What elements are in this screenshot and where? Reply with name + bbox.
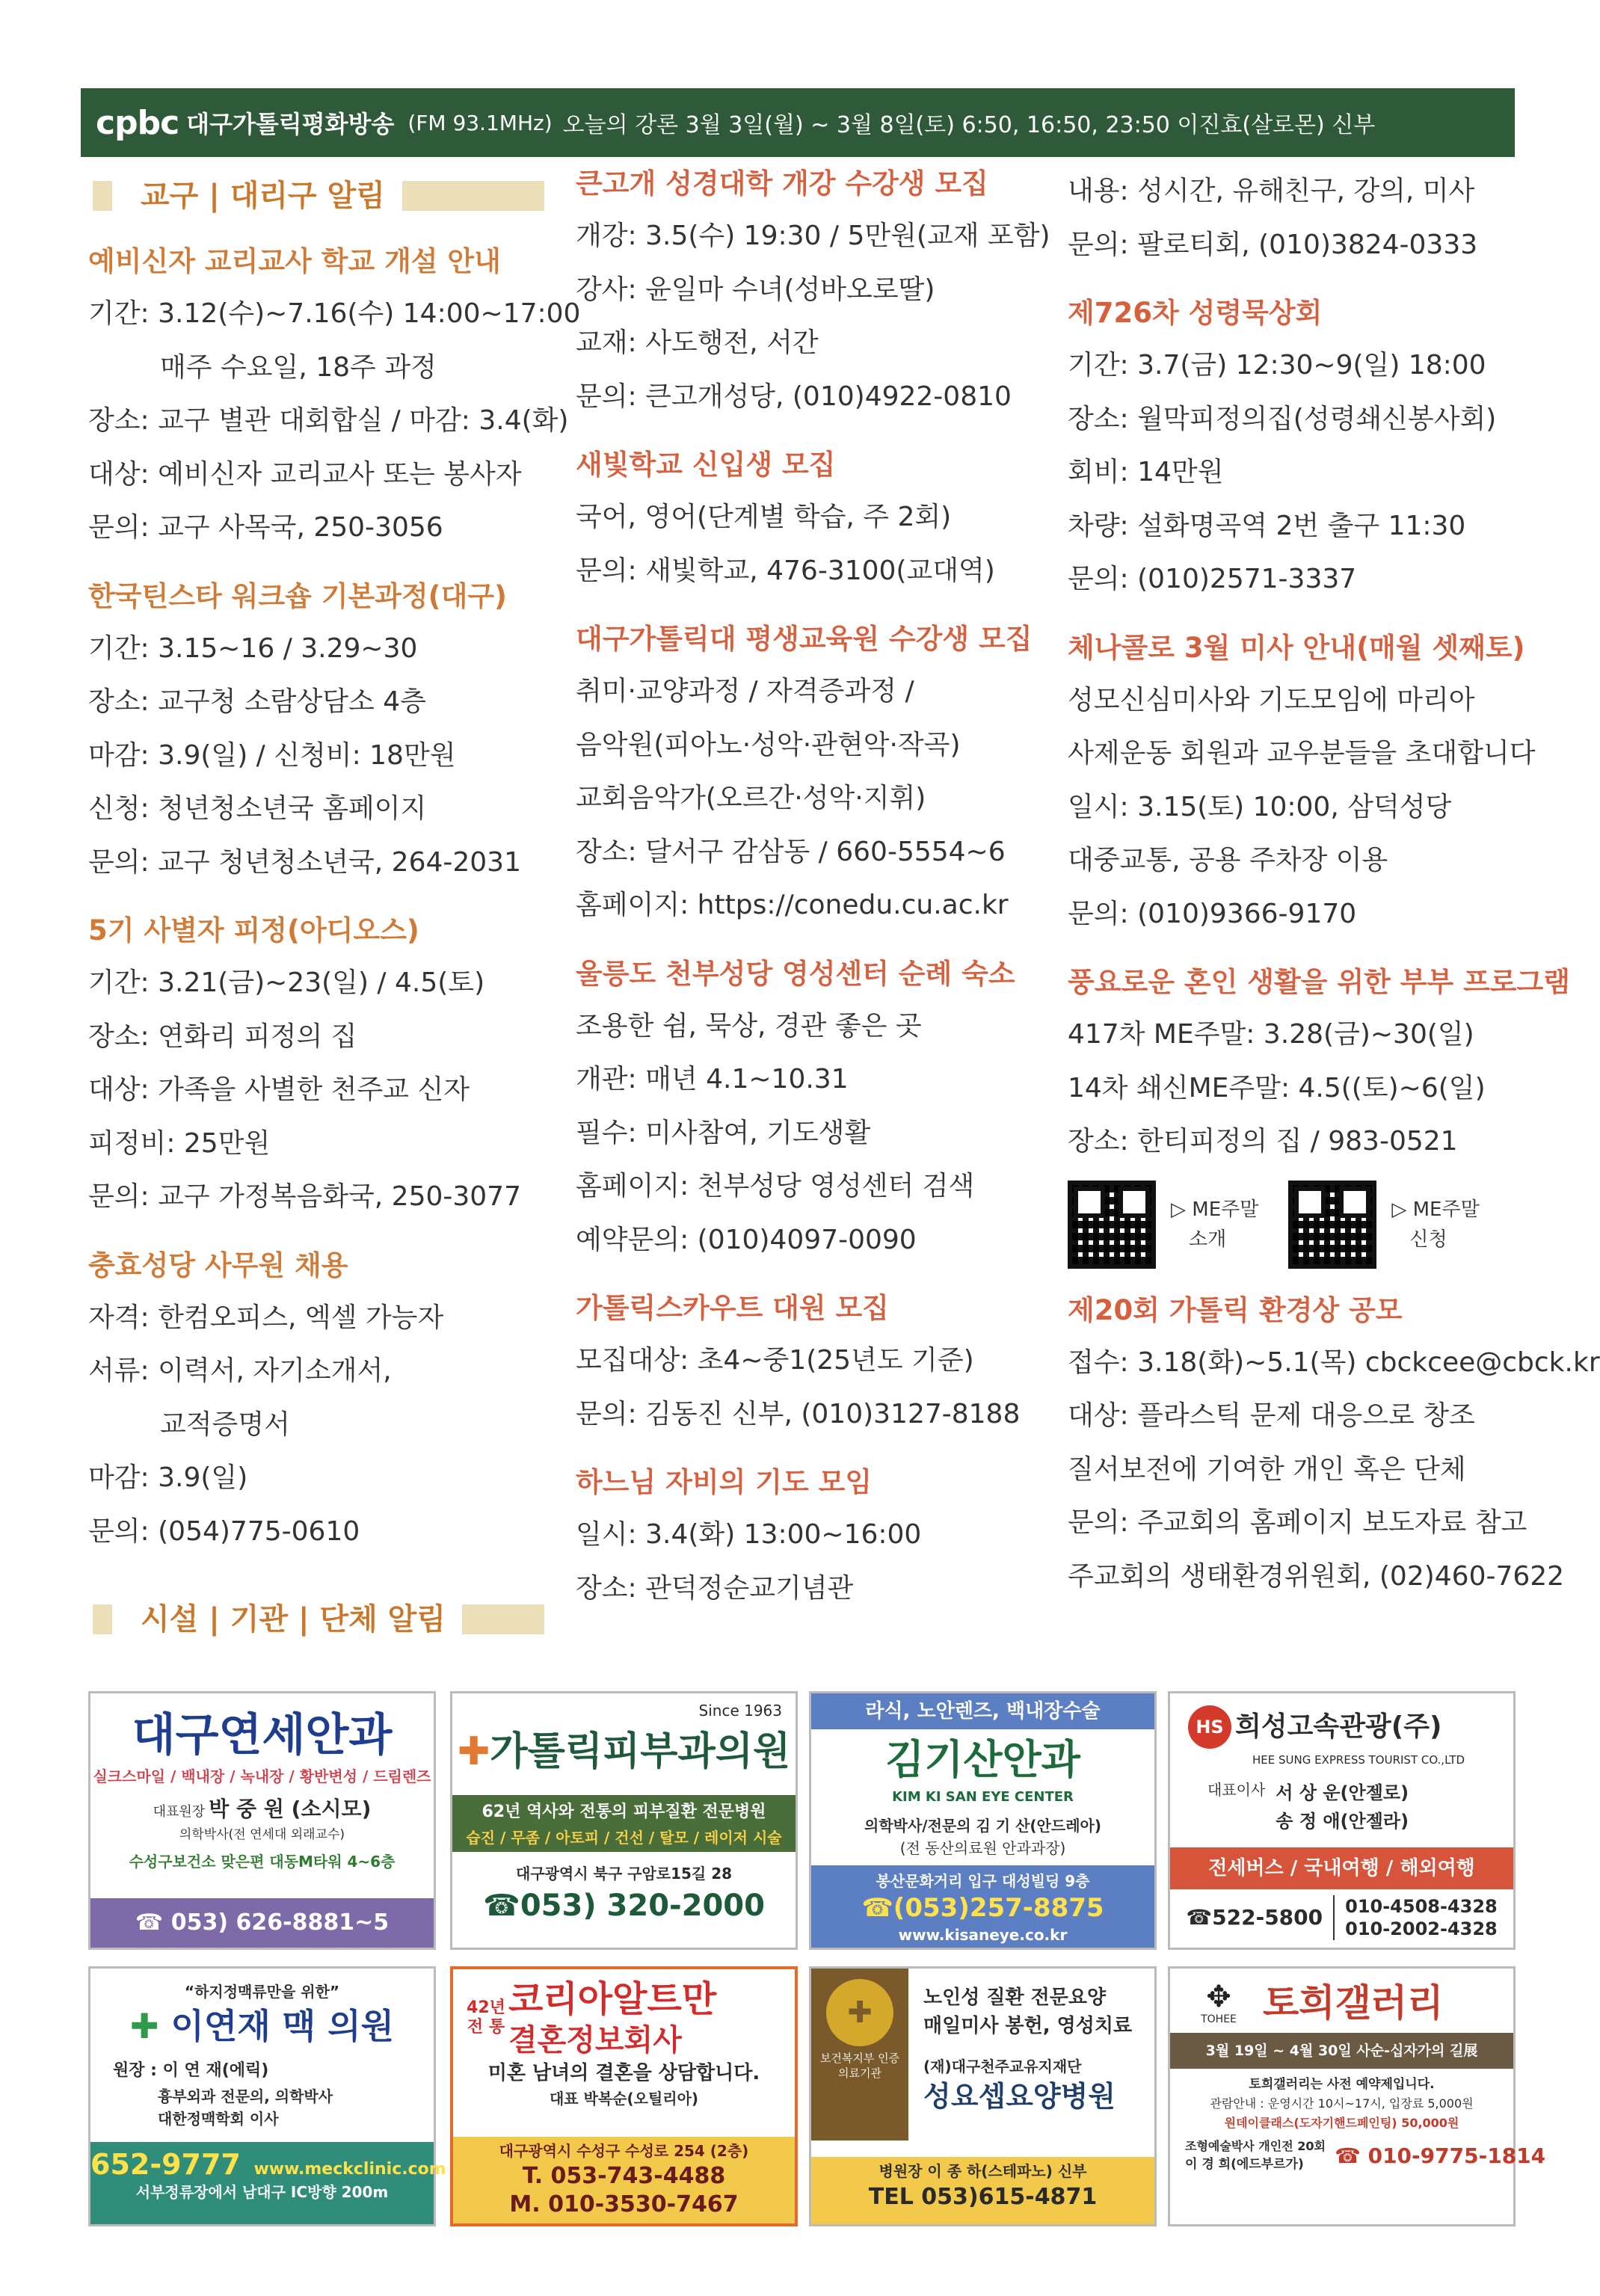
notice-line: 개관: 매년 4.1~10.31 bbox=[576, 1064, 849, 1095]
header-homily-text: 오늘의 강론 3월 3일(월) ~ 3월 8일(토) 6:50, 16:50, 23:50 이진효(살로몬) 신부 bbox=[562, 112, 1376, 138]
notice-line: 문의: 김동진 신부, (010)3127-8188 bbox=[576, 1398, 1021, 1429]
notice-title: 큰고개 성경대학 개강 수강생 모집 bbox=[576, 167, 988, 200]
notice-item bbox=[1068, 164, 1531, 271]
medical-cross-icon: ✚ bbox=[129, 2006, 159, 2046]
notice-line: 교적증명서 bbox=[160, 1409, 290, 1440]
notice-line: 장소: 관덕정순교기념관 bbox=[576, 1572, 854, 1604]
clinic-logo-icon: ✚ bbox=[457, 1729, 490, 1774]
ad-name: ✚ 이연재 맥 의원 bbox=[129, 2006, 395, 2046]
notice-title: 풍요로운 혼인 생활을 위한 부부 프로그램 bbox=[1068, 966, 1571, 998]
notice-item bbox=[88, 242, 581, 555]
ad-kim-kisan-eye: 라식, 노안렌즈, 백내장수술 김기산안과 KIM KI SAN EYE CENTER 의학박사/전문의 김 기 산(안드레아) (전 동산의료원 안과과장) 봉산문화거리 입구 대성빌딩 9층 ☎(053)257-8875 www.kisaneye.co.kr bbox=[809, 1691, 1157, 1950]
notice-line: 음악원(피아노·성악·관현악·작곡) bbox=[576, 729, 961, 760]
notice-item bbox=[1068, 1291, 1600, 1604]
ad-phone: ☎522-5800 bbox=[1186, 1905, 1323, 1930]
notice-line: 일시: 3.15(토) 10:00, 삼덕성당 bbox=[1068, 791, 1452, 822]
notice-line: 필수: 미사참여, 기도생활 bbox=[576, 1117, 871, 1148]
notice-line: 강사: 윤일마 수녀(성바오로딸) bbox=[576, 274, 935, 305]
gallery-logo-icon: ✥ bbox=[1206, 1980, 1231, 2014]
notice-line: 문의: 주교회의 홈페이지 보도자료 참고 bbox=[1068, 1507, 1527, 1538]
notice-line: 질서보전에 기여한 개인 혹은 단체 bbox=[1068, 1453, 1466, 1485]
notice-title: 체나콜로 3월 미사 안내(매월 셋째토) bbox=[1068, 631, 1525, 664]
section-header-facilities: 시설 | 기관 | 단체 알림 bbox=[88, 1597, 552, 1640]
notice-line: 대상: 플라스틱 문제 대응으로 창조 bbox=[1068, 1400, 1475, 1431]
notice-line: 마감: 3.9(일) bbox=[88, 1462, 248, 1493]
ad-tohee-gallery: ✥ TOHEE 토희갤러리 3월 19일 ~ 4월 30일 사순-십자가의 길展 토희갤러리는 사전 예약제입니다. 관람안내 : 운영시간 10시~17시, 입장료 5,000원 원데이클래스(도자기핸드페인팅) 50,000원 조형예술박사 개인전 20회 이 경 희(에드부르가) ☎ 010-9775-1814 bbox=[1168, 1966, 1516, 2226]
notice-line: 신청: 청년청소년국 홈페이지 bbox=[88, 793, 427, 824]
notice-line: 주교회의 생태환경위원회, (02)460-7622 bbox=[1068, 1560, 1565, 1592]
cert-badge-icon: ✚ bbox=[826, 1979, 893, 2046]
notice-item bbox=[1068, 629, 1536, 941]
heesung-logo-icon: HS bbox=[1188, 1705, 1231, 1749]
notice-line: 마감: 3.9(일) / 신청비: 18만원 bbox=[88, 739, 456, 771]
notice-title: 예비신자 교리교사 학교 개설 안내 bbox=[88, 245, 501, 277]
notice-line: 홈페이지: https://conedu.cu.ac.kr bbox=[576, 890, 1009, 920]
notice-line: 일시: 3.4(화) 13:00~16:00 bbox=[576, 1519, 922, 1550]
notice-line: 문의: (054)775-0610 bbox=[88, 1515, 360, 1547]
notice-title: 새빛학교 신입생 모집 bbox=[576, 449, 836, 481]
notice-line: 조용한 쉼, 묵상, 경관 좋은 곳 bbox=[576, 1010, 922, 1041]
notice-line: 홈페이지: 천부성당 영성센터 검색 bbox=[576, 1171, 975, 1201]
notice-item bbox=[576, 164, 1054, 423]
column-2 bbox=[576, 164, 1054, 1637]
notice-line: 회비: 14만원 bbox=[1068, 457, 1224, 487]
notice-line: 대상: 가족을 사별한 천주교 신자 bbox=[88, 1074, 470, 1105]
notice-item bbox=[88, 577, 552, 890]
ad-daegu-yonsei-eye: 대구연세안과 실크스마일 / 백내장 / 녹내장 / 황반변성 / 드림렌즈 대표원장 박 중 원 (소시모) 의학박사(전 연세대 외래교수) 수성구보건소 맞은편 대동M타워 4~6층 ☎ 053) 626-8881~5 bbox=[88, 1691, 436, 1950]
notice-title: 한국틴스타 워크숍 기본과정(대구) bbox=[88, 579, 507, 612]
ad-korea-altman: 42년 전 통 코리아알트만 결혼정보회사 미혼 남녀의 결혼을 상담합니다. 대표 박복순(오틸리아) 대구광역시 수성구 수성로 254 (2층) T. 053-743-4488 M. 010-3530-7467 bbox=[450, 1966, 798, 2226]
ad-heesung-express: HS 희성고속관광(주) HEE SUNG EXPRESS TOURIST CO.,LTD 대표이사 서 상 운(안젤로) 송 정 애(안젤라) 전세버스 / 국내여행 / 해외여행 ☎522-5800 010-4508-4328 010-2002-4328 bbox=[1168, 1691, 1516, 1950]
column-3 bbox=[1068, 164, 1600, 1625]
notice-line: 기간: 3.7(금) 12:30~9(일) 18:00 bbox=[1068, 350, 1486, 381]
notice-title: 제726차 성령묵상회 bbox=[1068, 297, 1323, 329]
notice-line: 기간: 3.21(금)~23(일) / 4.5(토) bbox=[88, 967, 485, 998]
qr-code-icon[interactable] bbox=[1068, 1181, 1156, 1269]
notice-line: 장소: 교구 별관 대회합실 / 마감: 3.4(화) bbox=[88, 405, 569, 436]
notice-line: 기간: 3.12(수)~7.16(수) 14:00~17:00 bbox=[88, 298, 581, 329]
section-header-diocese: 교구 | 대리구 알림 bbox=[88, 173, 552, 217]
ad-name: 대구연세안과 bbox=[132, 1709, 393, 1761]
ad-catholic-dermatology: Since 1963 ✚가톨릭피부과의원 62년 역사와 전통의 피부질환 전문병원 습진 / 무좀 / 아토피 / 건선 / 탈모 / 레이저 시술 대구광역시 북구 구암로15길 28 ☎053) 320-2000 bbox=[450, 1691, 798, 1950]
notice-item bbox=[1068, 963, 1571, 1269]
notice-line: 문의: 새빛학교, 476-3100(교대역) bbox=[576, 555, 995, 586]
notice-title: 하느님 자비의 기도 모임 bbox=[576, 1466, 873, 1498]
notice-item bbox=[88, 911, 552, 1224]
notice-line: 서류: 이력서, 자기소개서, bbox=[88, 1355, 392, 1386]
notice-line: 417차 ME주말: 3.28(금)~30(일) bbox=[1068, 1019, 1474, 1050]
cpbc-logo: cpbc bbox=[96, 103, 179, 142]
notice-item bbox=[576, 446, 1054, 597]
ad-st-joseph-hospital: 보건복지부 인증의료기관 ✚ 노인성 질환 전문요양 매일미사 봉헌, 영성치료 (재)대구천주교유지재단 성요셉요양병원 병원장 이 종 하(스테파노) 신부 TEL 053)615-4871 bbox=[809, 1966, 1157, 2226]
ad-name: ✚가톨릭피부과의원 bbox=[457, 1729, 791, 1774]
column-1 bbox=[88, 173, 581, 1666]
notice-line: 14차 쇄신ME주말: 4.5((토)~6(일) bbox=[1068, 1072, 1486, 1104]
notice-line: 장소: 한티피정의 집 / 983-0521 bbox=[1068, 1126, 1458, 1157]
notice-line: 문의: 교구 가정복음화국, 250-3077 bbox=[88, 1181, 521, 1212]
ad-name: 토희갤러리 bbox=[1263, 1981, 1444, 2025]
notice-line: 문의: 팔로티회, (010)3824-0333 bbox=[1068, 229, 1478, 260]
notice-line: 기간: 3.15~16 / 3.29~30 bbox=[88, 633, 418, 664]
notice-line: 문의: (010)2571-3337 bbox=[1068, 564, 1357, 594]
notice-title: 가톨릭스카우트 대원 모집 bbox=[576, 1292, 889, 1324]
qr-codes: ▷ ME주말 소개 ▷ ME주말 신청 bbox=[1068, 1181, 1531, 1269]
notice-line: 자격: 한컴오피스, 엑셀 가능자 bbox=[88, 1302, 444, 1333]
notice-line: 국어, 영어(단계별 학습, 주 2회) bbox=[576, 502, 952, 532]
notice-line: 접수: 3.18(화)~5.1(목) cbckcee@cbck.kr bbox=[1068, 1346, 1600, 1378]
notice-line: 장소: 월막피정의집(성령쇄신봉사회) bbox=[1068, 403, 1497, 434]
qr-code-icon[interactable] bbox=[1288, 1181, 1376, 1269]
notice-line: 예약문의: (010)4097-0090 bbox=[576, 1224, 917, 1255]
ad-phone: ☎ 010-9775-1814 bbox=[1334, 2143, 1546, 2168]
ad-name: 희성고속관광(주) bbox=[1235, 1711, 1442, 1742]
notice-item bbox=[88, 1246, 552, 1559]
ad-phone: ☎ 053) 626-8881~5 bbox=[90, 1898, 434, 1948]
notice-title: 울릉도 천부성당 영성센터 순례 숙소 bbox=[576, 957, 1015, 990]
header-bar bbox=[81, 88, 1515, 157]
ad-person: 박 중 원 (소시모) bbox=[209, 1797, 372, 1821]
ad-phone: TEL 053)615-4871 bbox=[868, 2184, 1098, 2210]
notice-title: 제20회 가톨릭 환경상 공모 bbox=[1068, 1293, 1403, 1326]
notice-line: 장소: 연화리 피정의 집 bbox=[88, 1021, 357, 1052]
notice-line: 피정비: 25만원 bbox=[88, 1127, 271, 1159]
notice-line: 문의: 교구 청년청소년국, 264-2031 bbox=[88, 846, 521, 878]
notice-line: 장소: 달서구 감삼동 / 660-5554~6 bbox=[576, 836, 1006, 867]
notice-line: 모집대상: 초4~중1(25년도 기준) bbox=[576, 1345, 974, 1376]
notice-item bbox=[576, 1463, 1054, 1615]
notice-line: 차량: 설화명곡역 2번 출구 11:30 bbox=[1068, 510, 1466, 541]
notice-item bbox=[1068, 294, 1531, 606]
notice-line: 교회음악가(오르간·성악·지휘) bbox=[576, 783, 926, 813]
station-frequency: (FM 93.1MHz) bbox=[407, 110, 553, 135]
notice-line: 성모신심미사와 기도모임에 마리아 bbox=[1068, 684, 1475, 715]
ad-phone: ☎053) 320-2000 bbox=[483, 1889, 765, 1923]
notice-line: 장소: 교구청 소람상담소 4층 bbox=[88, 686, 426, 717]
notice-line: 매주 수요일, 18주 과정 bbox=[160, 351, 437, 383]
ad-name: 코리아알트만 bbox=[508, 1978, 717, 2020]
ad-leeyeonjae-meck-clinic: “하지정맥류만을 위한” ✚ 이연재 맥 의원 원장 : 이 연 재(에릭) 흉부외과 전문의, 의학박사 대한정맥학회 이사 652-9777 www.meckclinic.com 서부정류장에서 남대구 IC방향 200m bbox=[88, 1966, 436, 2226]
ad-phone: T. 053-743-4488 bbox=[522, 2163, 726, 2189]
notice-line: 대중교통, 공용 주차장 이용 bbox=[1068, 845, 1388, 875]
notice-line: 문의: 큰고개성당, (010)4922-0810 bbox=[576, 381, 1012, 412]
notice-title: 대구가톨릭대 평생교육원 수강생 모집 bbox=[576, 623, 1033, 655]
station-name: 대구가톨릭평화방송 bbox=[186, 110, 395, 138]
notice-title: 5기 사별자 피정(아디오스) bbox=[88, 914, 419, 947]
notice-title: 충효성당 사무원 채용 bbox=[88, 1249, 348, 1281]
notice-line: 개강: 3.5(수) 19:30 / 5만원(교재 포함) bbox=[576, 221, 1050, 251]
ad-phone: 652-9777 bbox=[90, 2148, 241, 2181]
notice-line: 대상: 예비신자 교리교사 또는 봉사자 bbox=[88, 458, 522, 490]
notice-item bbox=[576, 955, 1054, 1267]
ad-name: 성요셉요양병원 bbox=[923, 2080, 1116, 2113]
ad-services: 실크스마일 / 백내장 / 녹내장 / 황반변성 / 드림렌즈 bbox=[93, 1767, 431, 1785]
notice-line: 내용: 성시간, 유해친구, 강의, 미사 bbox=[1068, 176, 1475, 206]
notice-line: 문의: (010)9366-9170 bbox=[1068, 898, 1357, 929]
notice-item bbox=[576, 1289, 1054, 1441]
ad-phone: ☎(053)257-8875 bbox=[861, 1893, 1104, 1923]
notice-line: 문의: 교구 사목국, 250-3056 bbox=[88, 512, 443, 543]
notice-line: 취미·교양과정 / 자격증과정 / bbox=[576, 676, 914, 707]
notice-line: 사제운동 회원과 교우분들을 초대합니다 bbox=[1068, 738, 1536, 769]
notice-item bbox=[576, 620, 1054, 932]
notice-line: 교재: 사도행전, 서간 bbox=[576, 327, 819, 358]
ad-name: 김기산안과 bbox=[885, 1736, 1080, 1783]
